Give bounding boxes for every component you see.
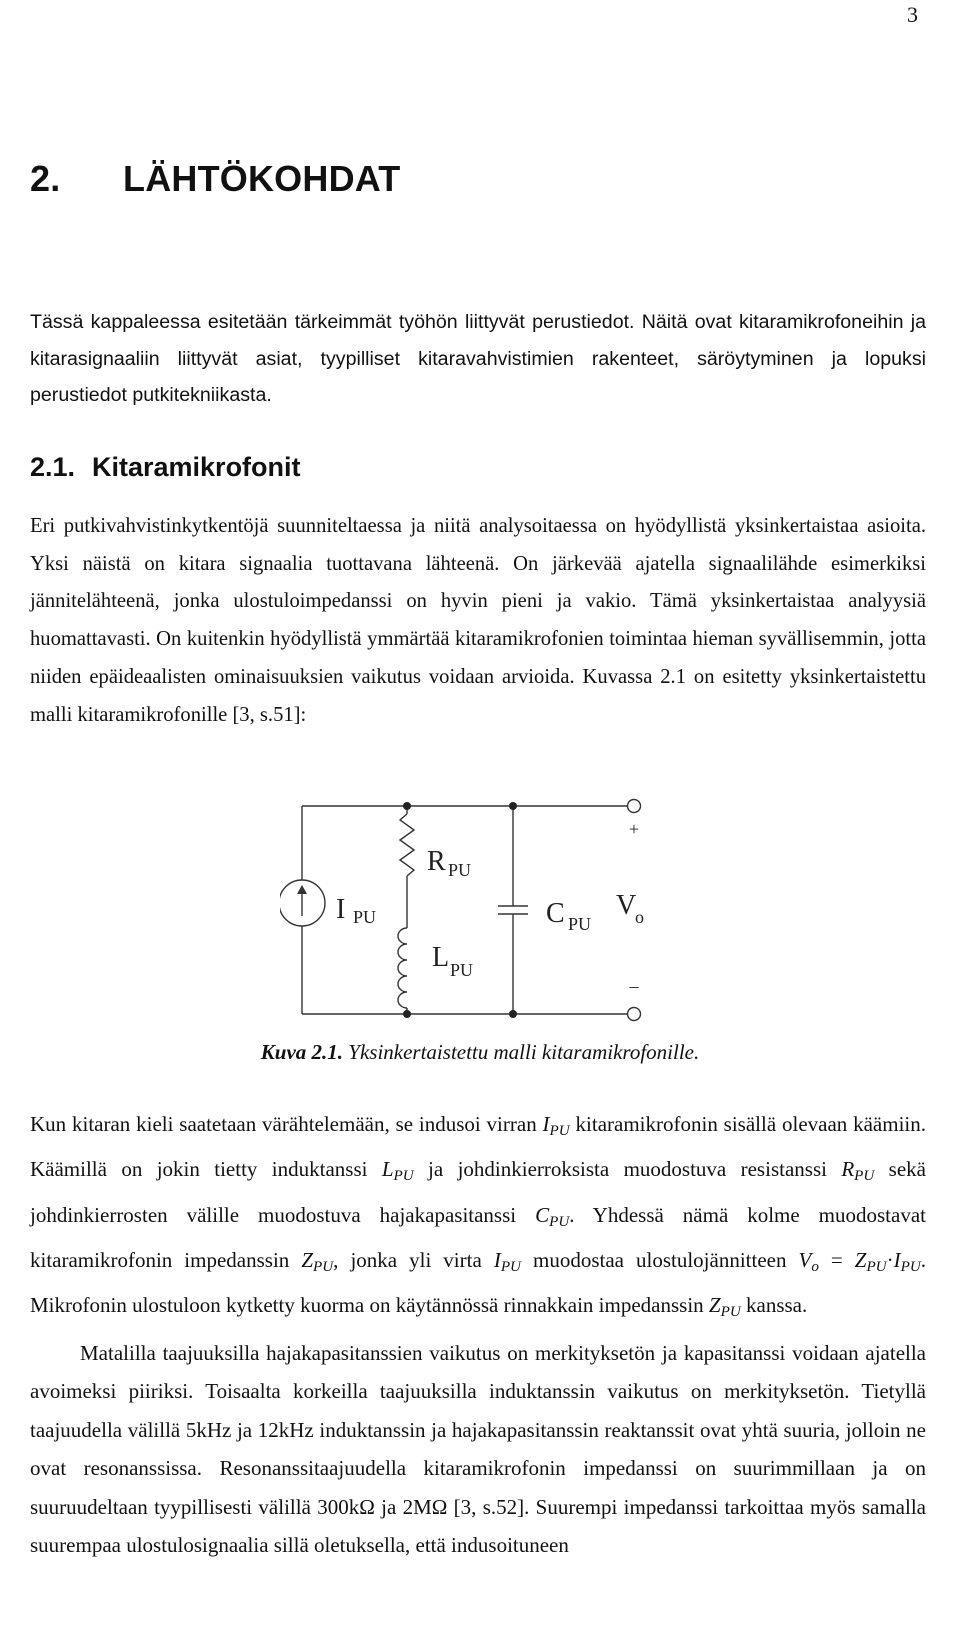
caption-label: Kuva 2.1. (260, 1040, 344, 1064)
chapter-heading (30, 158, 401, 200)
label-l-sub: PU (450, 960, 474, 980)
label-r: R (427, 846, 446, 877)
label-plus: + (628, 819, 640, 839)
section-number: 2.1. (30, 452, 76, 482)
figure-caption (190, 1040, 770, 1065)
label-i: I (336, 894, 346, 925)
paragraph-2: Matalilla taajuuksilla hajakapasitanssien vaikutus on merkityksetön ja kapasitanssi voidaan ajatella avoimeksi piiriksi. Toisaalta korkeilla taajuuksilla induktanssin vaikutus on merkityksetön. Tietyllä taajuudella välillä 5kHz ja 12kHz induktanssin ja hajakapasitanssin reaktanssit ovat yhtä suuria, jolloin ne ovat resonanssissa. Resonanssitaajuudella kitaramikrofonin impedanssi on suurimmillaan ja on suuruudeltaan tyypillisesti välillä 300kΩ ja 2MΩ [3, s.52]. Suurempi impedanssi tarkoittaa myös samalla suurempaa ulostulosignaalia sillä oletuksella, että indusoituneen (30, 1341, 926, 1558)
label-c-sub: PU (568, 914, 592, 934)
caption-text: Yksinkertaistettu malli kitaramikrofonille. (348, 1040, 700, 1064)
section-title: Kitaramikrofonit (92, 452, 301, 482)
page-number: 3 (907, 2, 918, 27)
output-terminal-minus (628, 1008, 641, 1021)
label-minus: – (629, 976, 639, 996)
intro-paragraph: Tässä kappaleessa esitetään tärkeimmät työhön liittyvät perustiedot. Näitä ovat kitaramikrofoneihin ja kitarasignaaliin liittyvät asiat, tyypilliset kitaravahvistimien rakenteet, säröytyminen ja lopuksi perustiedot putkitekniikasta. (30, 311, 926, 406)
circuit-diagram (280, 790, 680, 1030)
section-heading (30, 452, 301, 483)
label-r-sub: PU (448, 860, 472, 880)
label-i-sub: PU (353, 907, 377, 927)
label-v-sub: o (635, 907, 644, 927)
chapter-title: LÄHTÖKOHDAT (123, 158, 401, 199)
label-l: L (432, 942, 450, 973)
section-paragraph: Eri putkivahvistinkytkentöjä suunniteltaessa ja niitä analysoitaessa on hyödyllistä yksinkertaistaa asioita. Yksi näistä on kitara signaalia tuottavana lähteenä. On järkevää ajatella signaalilähde esimerkiksi jännitelähteenä, jonka ulostuloimpedanssi on hyvin pieni ja vakio. Tämä yksinkertaistaa analyysiä huomattavasti. On kuitenkin hyödyllistä ymmärtää kitaramikrofonien toimintaa hieman syvällisemmin, jotta niiden epäideaalisten ominaisuuksien vaikutus voidaan arvioida. Kuvassa 2.1 on esitetty yksinkertaistettu malli kitaramikrofonille [3, s.51]: (30, 515, 926, 726)
output-terminal-plus (628, 800, 641, 813)
label-v: V (616, 890, 637, 921)
label-c: C (546, 898, 565, 929)
chapter-number: 2. (30, 158, 61, 199)
paragraph-1: Kun kitaran kieli saatetaan värähtelemään, se indusoi virran $I_{PU}$ kitaramikrofonin sisällä olevaan käämiin. Käämillä on jokin tietty induktanssi $L_{PU}$ ja johdinkierroksista muodostuva resistanssi $R_{PU}$ sekä johdinkierrosten välille muodostuva hajakapasitanssi $C_{PU}$. Yhdessä nämä kolme muodostavat kitaramikrofonin impedanssin $Z_{PU}$, jonka yli virta $I_{PU}$ muodostaa ulostulojännitteen $V_o = Z_{PU}\cdot I_{PU}$. Mikrofonin ulostuloon kytketty kuorma on käytännössä rinnakkain impedanssin $Z_{PU}$ kanssa. (30, 1112, 927, 1321)
current-source-icon (280, 880, 325, 926)
